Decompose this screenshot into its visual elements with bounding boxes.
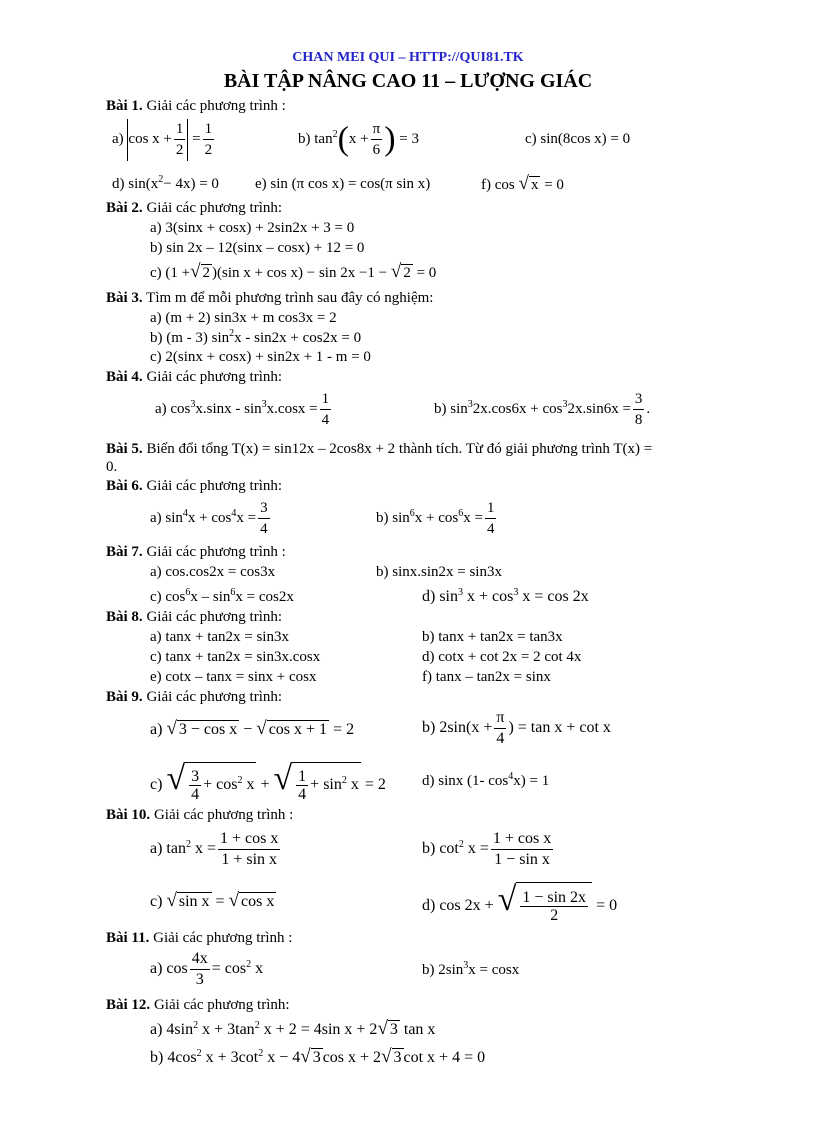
problem-3b: b) (m - 3) $\sin^2x - \sin 2x + \cos 2x = 0$ [150, 328, 362, 346]
problem-1e: e) sin (π cos x) = cos(π sin x) [255, 176, 431, 192]
problem-8d: d) cotx + cot 2x = 2 cot 4x [422, 649, 582, 665]
problem-9d: d) sinx (1- $\cos^4x) = 1$ [422, 771, 550, 789]
problem-6-heading: Bài 6. Giải các phương trình: [106, 478, 283, 494]
problem-12-heading: Bài 12. Giải các phương trình: [106, 997, 290, 1013]
problem-1d: d) $\sin(x^2- 4x) = 0$ [112, 174, 219, 192]
page-title: BÀI TẬP NÂNG CAO 11 – LƯỢNG GIÁC [223, 70, 593, 92]
problem-9b: b) 2sin(x + $\frac{\pi}{4}$ ) = tan x + cot x [422, 708, 611, 747]
problem-12a: a) $4\sin^2$ $x + 3\tan^2$ x + 2 = 4sin x + 2√ 3 tan x [150, 1018, 436, 1039]
problem-4a: a) $\cos^3x.\sin x - \sin^3x.\cos x$ = $\frac{1}{4}$ [155, 391, 330, 429]
problem-11-heading: Bài 11. Giải các phương trình : [106, 930, 293, 946]
problem-1a: a) cos x + $\frac{1}{2}$ = $\frac{1}{2}$ [112, 117, 216, 161]
problem-8e: e) cotx – tanx = sinx + cosx [150, 669, 317, 685]
problem-1f: f) cos √ x = 0 [481, 173, 564, 194]
problem-10b: b) $\cot^2 x$ = $\frac{\text{1 + cos x}}{\text{1 − sin x}}$ [422, 829, 552, 868]
problem-9-heading: Bài 9. Giải các phương trình: [106, 689, 283, 705]
problem-1b: b) $\tan^2(x$ + $\frac{\pi}{6}$ ) = 3 [298, 120, 419, 159]
problem-8f: f) tanx – tan2x = sinx [422, 669, 551, 685]
problem-8b: b) tanx + tan2x = tan3x [422, 629, 563, 645]
problem-7b: b) sinx.sin2x = sin3x [376, 564, 502, 580]
problem-1c: c) sin(8cos x) = 0 [525, 131, 631, 147]
problem-9a: a) √ 3 − cos x − √ cos x + 1 = 2 [150, 718, 355, 739]
problem-4b: b) $\sin^32x.\cos 6x + \cos^32x.\sin 6x$ = $\frac{3}{8}$ . [434, 391, 651, 429]
problem-3c: c) 2(sinx + cosx) + sin2x + 1 - m = 0 [150, 349, 371, 365]
problem-2c: c) (1 +√ 2 )(sin x + cos x) − sin 2x −1 − √ 2 = 0 [150, 261, 437, 282]
problem-7c: c) $\cos^6x - \sin^6x = \cos 2x$ [150, 587, 294, 605]
problem-2a: a) 3(sinx + cosx) + 2sin2x + 3 = 0 [150, 220, 355, 236]
problem-8-heading: Bài 8. Giải các phương trình: [106, 609, 283, 625]
problem-10d: d) cos 2x + √ $\frac{1 - \sin 2x}{2}$ = 0 [422, 874, 617, 932]
problem-8a: a) tanx + tan2x = sin3x [150, 629, 289, 645]
problem-5: Bài 5. Biến đổi tổng T(x) = sin12x – 2cos8x + 2 thành tích. Từ đó giải phương trình T(x) = [106, 441, 653, 457]
problem-8c: c) tanx + tan2x = sin3x.cosx [150, 649, 321, 665]
problem-7d: d) $\sin^3 x + \cos^3 x = \cos 2x$ [422, 587, 589, 605]
problem-3-heading: Bài 3. Tìm m để mỗi phương trình sau đây có nghiệm: [106, 290, 434, 306]
problem-3a: a) (m + 2) sin3x + m cos3x = 2 [150, 310, 337, 326]
problem-12b: b) $4\cos^2$ $x + 3\cot^2$ x − 4√ 3 cos x + 2√ 3 cot x + 4 = 0 [150, 1046, 486, 1067]
problem-5-cont: 0. [106, 459, 118, 475]
problem-11b: b) $2\sin^3x = \cos x$ [422, 960, 520, 978]
problem-9c: c) √ $\frac{3}{4}$ + $\cos^2 x$ + √ $\frac{1}{4}$ + $\sin^2 x = 2$ [150, 755, 386, 809]
problem-2-heading: Bài 2. Giải các phương trình: [106, 200, 283, 216]
problem-6a: a) $\sin^4x + \cos^4x$ = $\frac{3}{4}$ [150, 500, 268, 538]
problem-10c: c) √ sin x = √ cos x [150, 890, 275, 911]
problem-7a: a) cos.cos2x = cos3x [150, 564, 276, 580]
problem-6b: b) $\sin^6x + \cos^6x$ = $\frac{1}{4}$ [376, 500, 495, 538]
page-header: CHAN MEI QUI – HTTP://QUI81.TK [292, 50, 524, 65]
problem-10-heading: Bài 10. Giải các phương trình : [106, 807, 294, 823]
problem-4-heading: Bài 4. Giải các phương trình: [106, 369, 283, 385]
problem-11a: a) cos $\frac{4x}{3}$ = $\cos^2 x$ [150, 949, 264, 988]
problem-10a: a) $\tan^2 x$ = $\frac{\text{1 + cos x}}{\text{1 + sin x}}$ [150, 829, 279, 868]
problem-2b: b) sin 2x – 12(sinx – cosx) + 12 = 0 [150, 240, 365, 256]
problem-7-heading: Bài 7. Giải các phương trình : [106, 544, 286, 560]
problem-1-heading: Bài 1. Giải các phương trình : [106, 98, 286, 114]
